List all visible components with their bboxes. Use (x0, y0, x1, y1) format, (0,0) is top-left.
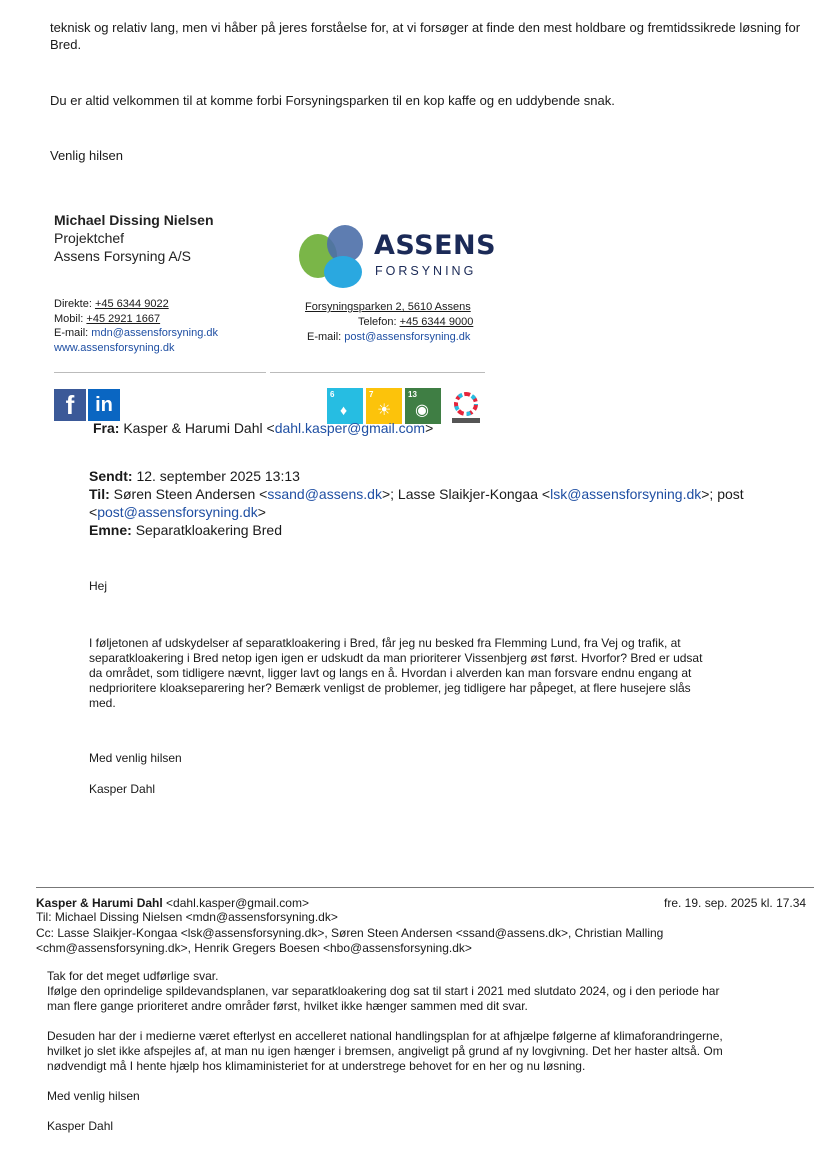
facebook-icon[interactable]: f (54, 389, 86, 421)
intro-line-2: Bred. (50, 37, 82, 52)
second-email-cc-2: <chm@assensforsyning.dk>, Henrik Gregers Boesen <hbo@assensforsyning.dk> (36, 941, 472, 955)
intro-closing: Venlig hilsen (50, 148, 123, 163)
email-link[interactable]: mdn@assensforsyning.dk (91, 327, 219, 339)
direct-phone-link[interactable]: +45 6344 9022 (94, 298, 169, 310)
first-email-body-2: separatkloakering i Bred netop igen igen er udskudt da man prioriterer Vissenbjerg øst først. Hvorfor? Bred er udsat (89, 651, 703, 665)
sdg-13-icon: 13 ◉ (405, 388, 441, 424)
mobile-label: Mobil: (54, 313, 84, 325)
company-email-label: E-mail: (307, 331, 342, 343)
email-divider (36, 887, 814, 888)
company-phone-row (358, 315, 473, 329)
to-email-lsk[interactable]: lsk@assensforsyning.dk (550, 486, 702, 502)
first-email-body-5: med. (89, 696, 116, 710)
second-email-p2-3: nødvendigt må I hente hjælp hos klimaministeriet for at understrege behovet for en her og nu løsning. (47, 1059, 586, 1073)
first-email-greeting: Hej (89, 579, 108, 593)
signature-divider-right (270, 372, 485, 373)
sdg-wheel-icon (448, 390, 484, 426)
linkedin-icon[interactable]: in (88, 389, 120, 421)
second-email-date: fre. 19. sep. 2025 kl. 17.34 (664, 896, 807, 910)
second-email-cc-1: Cc: Lasse Slaikjer-Kongaa <lsk@assensforsyning.dk>, Søren Steen Andersen <ssand@assens.dk>, Christian Malling (36, 926, 664, 940)
assens-forsyning-logo-icon (298, 222, 370, 288)
second-email-signoff: Kasper Dahl (47, 1119, 114, 1133)
second-email-closing: Med venlig hilsen (47, 1089, 140, 1103)
signature-divider-left (54, 372, 266, 373)
second-email-p2-2: hvilket jo slet ikke afspejles af, at man nu igen hænger i bremsen, angiveligt på grund af ny lovgivning. Det her haster altså. Om (47, 1044, 723, 1058)
first-email-signoff: Kasper Dahl (89, 782, 156, 796)
logo-text-forsyning: FORSYNING (375, 264, 477, 278)
first-email-to: Til: Søren Steen Andersen <ssand@assens.dk>; Lasse Slaikjer-Kongaa <lsk@assensforsyning.dk>; post (89, 486, 744, 502)
company-email-row (307, 330, 470, 344)
first-email-sent: Sendt: 12. september 2025 13:13 (89, 468, 300, 484)
from-email-link[interactable]: dahl.kasper@gmail.com (274, 420, 426, 436)
intro-line-1: teknisk og relativ lang, men vi håber på jeres forståelse for, at vi forsøger at finde den mest holdbare og fremtidssikrede løsning for (50, 20, 801, 35)
second-email-p2-1: Desuden har der i medierne været efterlyst en accelleret national handlingsplan for at afhjælpe følgerne af klimaforandringerne, (47, 1029, 723, 1043)
company-email-link[interactable]: post@assensforsyning.dk (344, 331, 471, 343)
second-email-to: Til: Michael Dissing Nielsen <mdn@assensforsyning.dk> (36, 910, 338, 924)
signature-name: Michael Dissing Nielsen (54, 212, 214, 228)
first-email-to-cont: <post@assensforsyning.dk> (89, 504, 266, 520)
to-email-ssand[interactable]: ssand@assens.dk (267, 486, 382, 502)
second-email-sender (36, 896, 309, 911)
direct-phone-row (54, 297, 169, 311)
second-email-p1-2: Ifølge den oprindelige spildevandsplanen, var separatkloakering dog sat til start i 2021 med slutdato 2024, og i den periode har (47, 984, 720, 998)
sdg-6-icon: 6 ♦ (327, 388, 363, 424)
logo-text-assens: ASSENS (374, 230, 497, 261)
to-email-post[interactable]: post@assensforsyning.dk (97, 504, 258, 520)
first-email-body-4: nedprioritere kloakseparering her? Bemærk venligst de problemer, jeg tidligere har påpeget, at flere husejere slås (89, 681, 691, 695)
email-label: E-mail: (54, 327, 89, 339)
email-row (54, 326, 218, 340)
second-email-p1-1: Tak for det meget udførlige svar. (47, 969, 219, 983)
second-email-sender-name: Kasper & Harumi Dahl (36, 896, 163, 910)
address-link[interactable]: Forsyningsparken 2, 5610 Assens (305, 301, 471, 313)
sdg-7-icon: 7 ☀ (366, 388, 402, 424)
intro-invite: Du er altid velkommen til at komme forbi Forsyningsparken til en kop kaffe og en uddybende snak. (50, 93, 615, 108)
mobile-phone-link[interactable]: +45 2921 1667 (86, 313, 161, 325)
first-email-from: Fra: Kasper & Harumi Dahl <dahl.kasper@gmail.com> (93, 420, 434, 436)
first-email-subject: Emne: Separatkloakering Bred (89, 522, 282, 538)
website-link[interactable]: www.assensforsyning.dk (54, 342, 175, 354)
first-email-body-3: da området, som tidligere nævnt, ligger lavt og langs en å. Hvordan i alverden kan man forsvare endnu engang at (89, 666, 692, 680)
first-email-body-1: I føljetonen af udskydelser af separatkloakering i Bred, får jeg nu besked fra Flemming Lund, fra Vej og trafik, at (89, 636, 681, 650)
signature-company: Assens Forsyning A/S (54, 248, 191, 264)
second-email-p1-3: man flere gange prioriteret andre områder først, hvilket ikke hænger sammen med dit svar. (47, 999, 528, 1013)
first-email-closing: Med venlig hilsen (89, 751, 182, 765)
direct-label: Direkte: (54, 298, 92, 310)
mobile-phone-row (54, 312, 160, 326)
second-email-sender-email: <dahl.kasper@gmail.com> (166, 896, 309, 910)
company-phone-link[interactable]: +45 6344 9000 (399, 316, 474, 328)
company-phone-label: Telefon: (358, 316, 397, 328)
signature-title: Projektchef (54, 230, 125, 246)
